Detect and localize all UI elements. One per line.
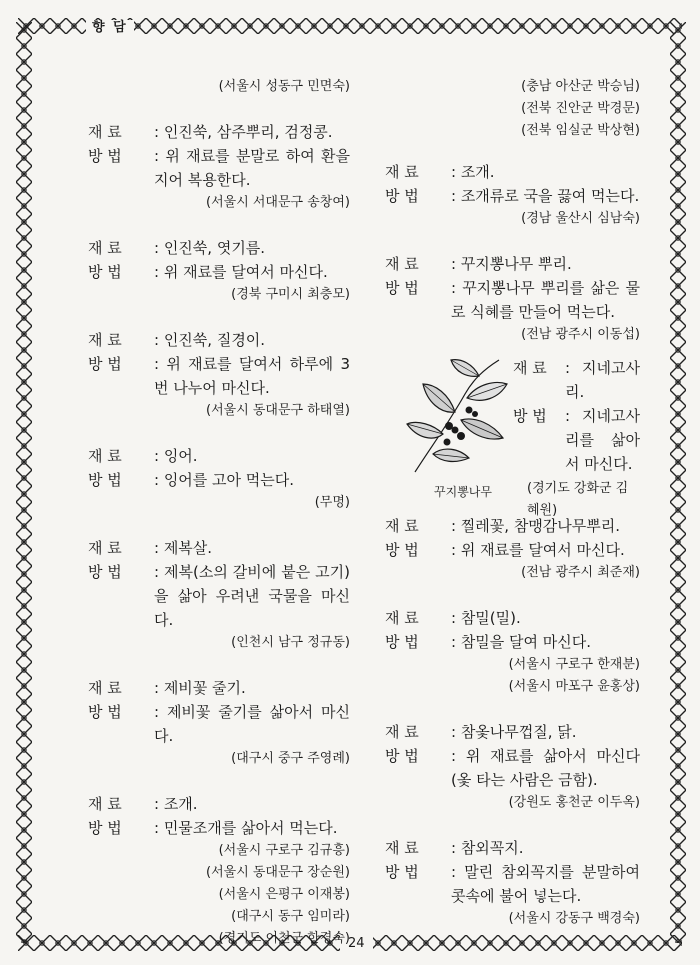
source-credit: (서울시 구로구 김규흥): [218, 843, 350, 858]
remedy-entry: [88, 120, 350, 214]
ingredient-text: : 조개.: [154, 795, 198, 813]
illustrated-entry: [385, 354, 640, 518]
source-credit: (서울시 동대문구 하태열): [206, 403, 350, 418]
source-credit: (서울시 마포구 윤홍상): [508, 679, 640, 694]
remedy-entry: [88, 792, 350, 950]
method-label: 방 법: [385, 863, 419, 881]
method-label: 방 법: [88, 563, 122, 581]
method-text: : 꾸지뽕나무 뿌리를 삶은 물로 식혜를 만들어 먹는다.: [451, 279, 640, 321]
method-text: : 조개류로 국을 끓여 먹는다.: [451, 187, 640, 205]
ingredient-label: 재 료: [88, 447, 122, 465]
ingredient-text: : 지네고사리.: [565, 359, 640, 401]
ingredient-label: 재 료: [88, 123, 122, 141]
page-number: 24: [340, 935, 373, 953]
method-label: 방 법: [513, 407, 547, 425]
source-credit: (서울시 동대문구 장순원): [206, 865, 350, 880]
ingredient-text: : 조개.: [451, 163, 495, 181]
remedy-entry: [88, 676, 350, 770]
method-text: : 위 재료를 삶아서 마신다(옻 타는 사람은 금함).: [451, 747, 640, 789]
ingredient-label: 재 료: [88, 239, 122, 257]
source-credit: (서울시 구로구 한재분): [508, 657, 640, 672]
ingredient-text: : 인진쑥, 질경이.: [154, 331, 266, 349]
method-label: 방 법: [385, 541, 419, 559]
ingredient-text: : 제복살.: [154, 539, 213, 557]
left-column: [88, 76, 350, 965]
source-credit: (서울시 성동구 민면숙): [218, 79, 350, 94]
ingredient-label: 재 료: [88, 539, 122, 557]
source-credit: (경기도 강화군 김혜원): [527, 481, 629, 518]
ingredient-text: : 인진쑥, 엿기름.: [154, 239, 266, 257]
remedy-entry: [385, 720, 640, 814]
remedy-entry: [88, 536, 350, 654]
ingredient-label: 재 료: [88, 679, 122, 697]
remedy-entry: [385, 514, 640, 584]
method-label: 방 법: [385, 187, 419, 205]
method-text: : 제비꽃 줄기를 삶아서 마신다.: [154, 703, 350, 745]
source-credit: (강원도 홍천군 이두옥): [508, 795, 640, 810]
remedy-entry: [385, 252, 640, 346]
remedy-entry: [88, 236, 350, 306]
mulberry-illustration: [403, 354, 523, 504]
remedy-entry: [88, 328, 350, 422]
ingredient-text: : 제비꽃 줄기.: [154, 679, 246, 697]
source-credit: (서울시 은평구 이재봉): [218, 887, 350, 902]
method-text: : 말린 참외꼭지를 분말하여 콧속에 불어 넣는다.: [451, 863, 640, 905]
ingredient-label: 재 료: [385, 609, 419, 627]
method-text: : 위 재료를 분말로 하여 환을 지어 복용한다.: [154, 147, 350, 189]
section-header: 향 담: [86, 20, 134, 36]
method-label: 방 법: [88, 471, 122, 489]
ingredient-label: 재 료: [385, 723, 419, 741]
ingredient-text: : 찔레꽃, 참맹감나무뿌리.: [451, 517, 621, 535]
ornament-border-right: [670, 22, 686, 943]
source-credit: (전남 광주시 최준재): [521, 565, 640, 580]
method-label: 방 법: [385, 279, 419, 297]
plant-drawing-icon: [403, 354, 513, 478]
source-credit: (대구시 동구 임미라): [231, 909, 350, 924]
ingredient-label: 재 료: [385, 839, 419, 857]
method-text: : 위 재료를 달여서 마신다.: [451, 541, 625, 559]
ingredient-text: : 꾸지뽕나무 뿌리.: [451, 255, 572, 273]
method-text: : 참밀을 달여 마신다.: [451, 633, 592, 651]
method-text: : 민물조개를 삶아서 먹는다.: [154, 819, 338, 837]
method-text: : 지네고사리를 삶아서 마신다.: [565, 407, 640, 473]
method-text: : 위 재료를 달여서 마신다.: [154, 263, 328, 281]
remedy-entry: [88, 444, 350, 514]
method-label: 방 법: [385, 633, 419, 651]
source-credit: (전북 임실군 박상현): [521, 123, 640, 138]
ingredient-text: : 잉어.: [154, 447, 198, 465]
method-label: 방 법: [88, 147, 122, 165]
ingredient-text: : 참옻나무껍질, 닭.: [451, 723, 577, 741]
method-text: : 위 재료를 달여서 하루에 3번 나누어 마신다.: [154, 355, 350, 397]
ingredient-label: 재 료: [385, 517, 419, 535]
ingredient-label: 재 료: [88, 795, 122, 813]
remedy-entry: [513, 356, 640, 522]
ingredient-text: : 참밀(밀).: [451, 609, 521, 627]
method-text: : 잉어를 고아 먹는다.: [154, 471, 295, 489]
remedy-entry: [385, 160, 640, 230]
method-label: 방 법: [88, 355, 122, 373]
source-credit: (전북 진안군 박경문): [521, 101, 640, 116]
method-text: : 제복(소의 갈비에 붙은 고기)을 삶아 우려낸 국물을 마신다.: [154, 563, 350, 629]
ingredient-text: : 인진쑥, 삼주뿌리, 검정콩.: [154, 123, 333, 141]
method-label: 방 법: [88, 819, 122, 837]
ornament-border-left: [16, 22, 32, 943]
ingredient-text: : 참외꼭지.: [451, 839, 524, 857]
remedy-entry: [385, 606, 640, 698]
method-label: 방 법: [385, 747, 419, 765]
method-label: 방 법: [88, 703, 122, 721]
source-credit: (경남 울산시 심남숙): [521, 211, 640, 226]
method-label: 방 법: [88, 263, 122, 281]
source-credit: (인천시 남구 정규동): [231, 635, 350, 650]
ingredient-label: 재 료: [513, 359, 547, 377]
source-credit: (무명): [314, 495, 350, 510]
ingredient-label: 재 료: [88, 331, 122, 349]
source-credit: (서울시 강동구 백경숙): [508, 911, 640, 926]
illustration-caption: 꾸지뽕나무: [434, 485, 492, 499]
source-credit: (대구시 중구 주영례): [231, 751, 350, 766]
ingredient-label: 재 료: [385, 163, 419, 181]
right-column: [385, 76, 640, 952]
source-credit: (경북 구미시 최충모): [231, 287, 350, 302]
source-credit: (경기도 이천군 한경숙): [218, 931, 350, 946]
source-credit: (전남 광주시 이동섭): [521, 327, 640, 342]
remedy-entry: [385, 836, 640, 930]
ingredient-label: 재 료: [385, 255, 419, 273]
source-credit: (서울시 서대문구 송창여): [206, 195, 350, 210]
source-credit: (충남 아산군 박승님): [521, 79, 640, 94]
